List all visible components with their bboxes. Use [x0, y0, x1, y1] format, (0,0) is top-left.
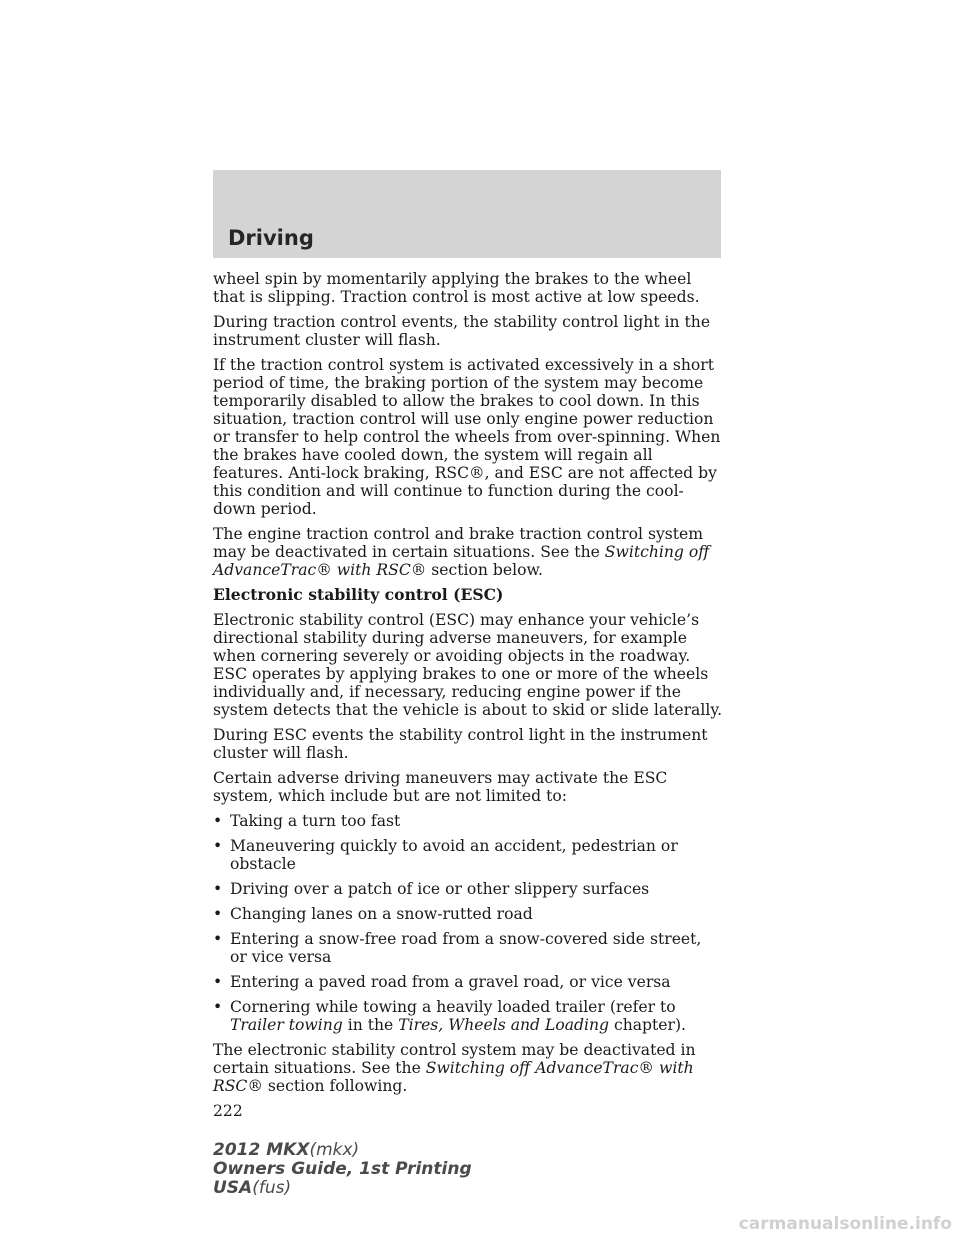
- paragraph: [213, 525, 723, 579]
- paragraph: [213, 1041, 723, 1095]
- subsection-heading: Electronic stability control (ESC): [213, 585, 504, 604]
- footer-line: [213, 1141, 472, 1160]
- paragraph: During ESC events the stability control light in the instrument cluster will flash.: [213, 726, 708, 762]
- footer-market: USA: [213, 1178, 253, 1198]
- list-item-text: Cornering while towing a heavily loaded trailer (refer to: [230, 998, 676, 1016]
- paragraph-text: section following.: [262, 1077, 408, 1095]
- page-body: [213, 270, 723, 1120]
- cross-reference: Trailer towing: [230, 1016, 343, 1034]
- list-item: • Maneuvering quickly to avoid an accident, pedestrian or obstacle: [213, 837, 723, 873]
- footer-model: 2012 MKX: [213, 1140, 310, 1160]
- cross-reference: Switching off AdvanceTrac® with RSC®: [213, 543, 710, 579]
- page-number: 222: [213, 1102, 243, 1120]
- paragraph: If the traction control system is activated excessively in a short period of time, the braking portion of the system may become temporarily disabled to allow the brakes to cool down. In this situation, traction control will use only engine power reduction or transfer to help control the wheels from over-spinning. When the brakes have cooled down, the system will regain all features. Anti-lock braking, RSC®, and ESC are not affected by this condition and will continue to function during the cool-down period.: [213, 356, 721, 518]
- list-item-text: chapter).: [609, 1016, 687, 1034]
- list-item: • Taking a turn too fast: [213, 812, 723, 830]
- section-title: Driving: [228, 226, 314, 250]
- cross-reference: Switching off AdvanceTrac® with RSC®: [213, 1059, 694, 1095]
- print-footer: [213, 1141, 472, 1198]
- list-item: [213, 998, 723, 1034]
- watermark: carmanualsonline.info: [738, 1214, 952, 1234]
- cross-reference: Tires, Wheels and Loading: [398, 1016, 610, 1034]
- paragraph-text: section below.: [426, 561, 543, 579]
- paragraph-text: The engine traction control and brake traction control system may be deactivated in certain situations. See the: [213, 525, 704, 561]
- footer-edition: Owners Guide, 1st Printing: [213, 1159, 472, 1179]
- paragraph: Electronic stability control (ESC) may enhance your vehicle’s directional stability during adverse maneuvers, for example when cornering severely or avoiding objects in the roadway. ESC operates by applying brakes to one or more of the wheels individually and, if necessary, reducing engine power if the system detects that the vehicle is about to skid or slide laterally.: [213, 611, 723, 719]
- list-item: • Entering a snow-free road from a snow-covered side street, or vice versa: [213, 930, 723, 966]
- list-item: • Entering a paved road from a gravel road, or vice versa: [213, 973, 723, 991]
- footer-line: [213, 1179, 472, 1198]
- paragraph: During traction control events, the stability control light in the instrument cluster will flash.: [213, 313, 711, 349]
- footer-model-code: (mkx): [309, 1140, 360, 1160]
- list-item-text: in the: [342, 1016, 399, 1034]
- footer-market-code: (fus): [252, 1178, 292, 1198]
- list-item: • Driving over a patch of ice or other slippery surfaces: [213, 880, 723, 898]
- paragraph-text: The electronic stability control system may be deactivated in certain situations. See the: [213, 1041, 696, 1077]
- maneuver-list: [213, 812, 723, 1034]
- paragraph: wheel spin by momentarily applying the brakes to the wheel that is slipping. Traction control is most active at low speeds.: [213, 270, 700, 306]
- paragraph: Certain adverse driving maneuvers may activate the ESC system, which include but are not limited to:: [213, 769, 668, 805]
- list-item: • Changing lanes on a snow-rutted road: [213, 905, 723, 923]
